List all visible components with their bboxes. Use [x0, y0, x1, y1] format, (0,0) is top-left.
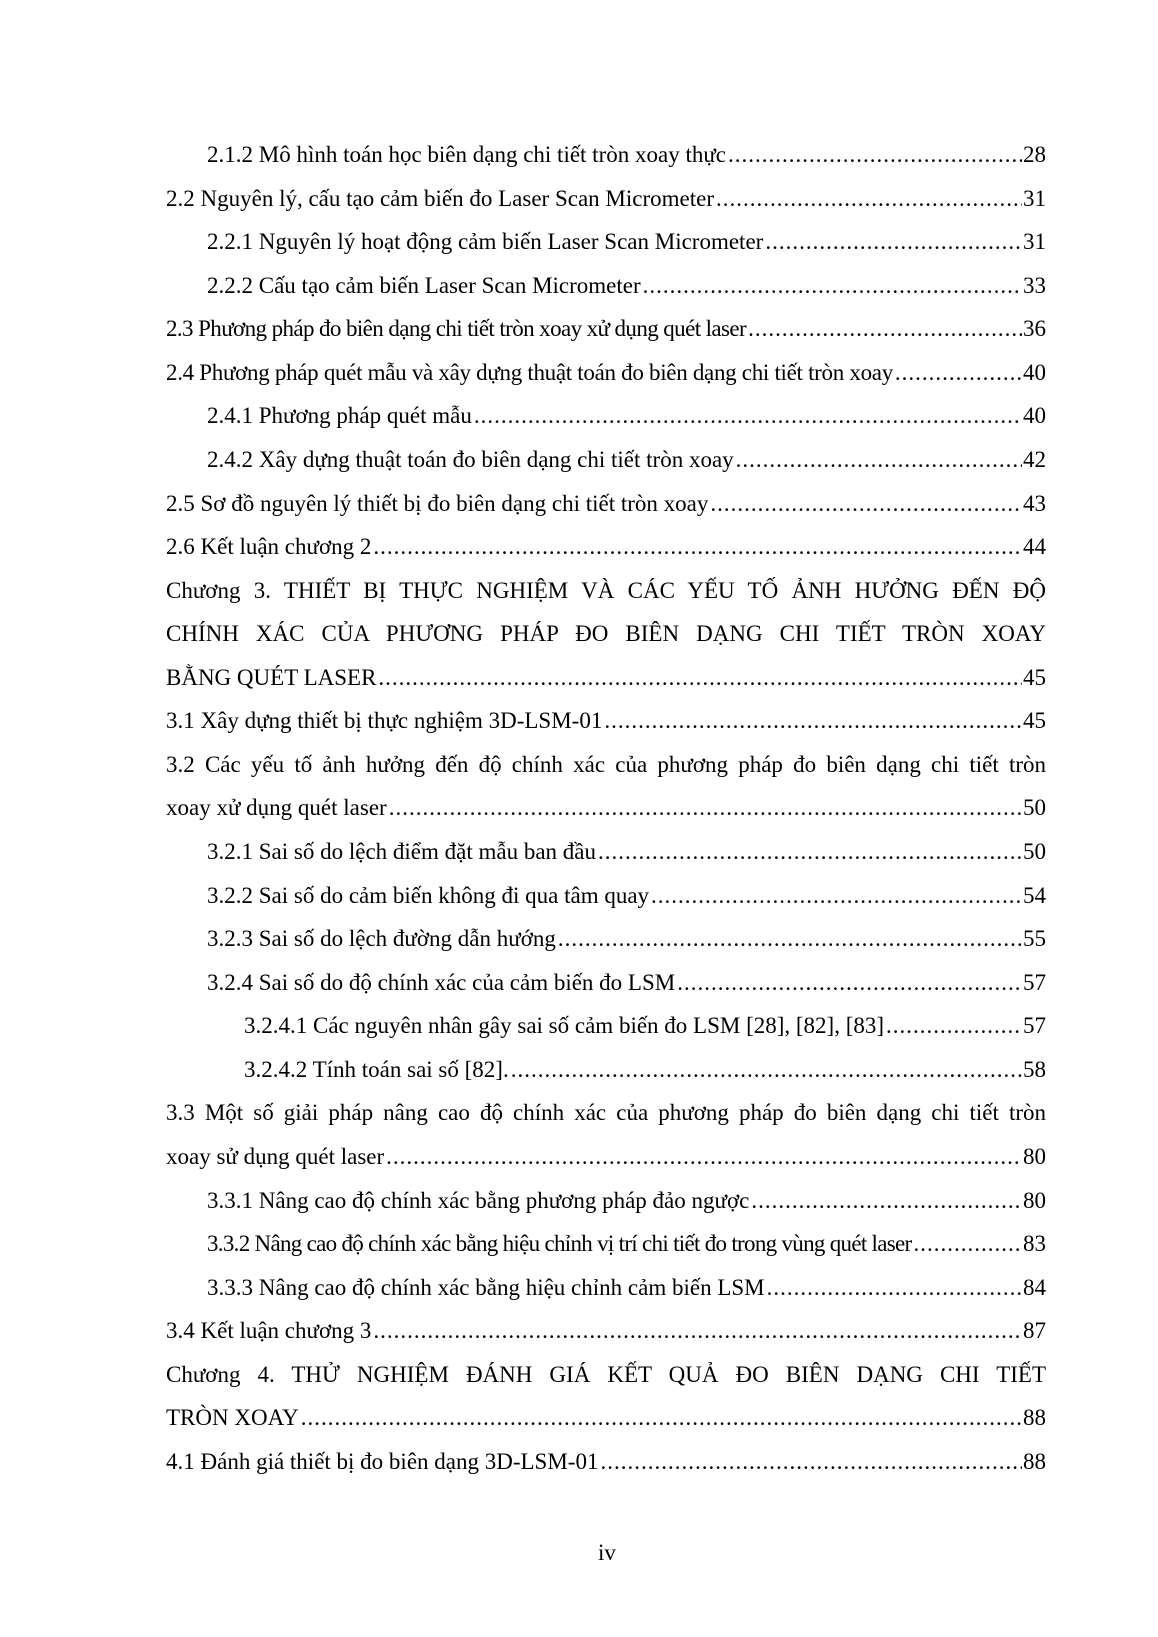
toc-section-3-3-line-2: xoay sử dụng quét laser — [166, 1143, 385, 1169]
toc-entry[interactable] — [166, 307, 1046, 351]
toc-entry-page: 58 — [1023, 1056, 1046, 1082]
toc-leader-dots — [913, 1222, 1022, 1266]
toc-leader-dots — [373, 1309, 1022, 1353]
toc-entry[interactable] — [166, 961, 1046, 1005]
toc-leader-dots — [378, 656, 1022, 700]
toc-entry-label: 2.3 Phương pháp đo biên dạng chi tiết tròn xoay xử dụng quét laser — [166, 316, 747, 342]
toc-chapter-3-line-3: BẰNG QUÉT LASER — [166, 664, 377, 690]
toc-entry[interactable] — [166, 699, 1046, 743]
toc-entry-page: 28 — [1023, 142, 1046, 167]
toc-entry-label: 3.3.1 Nâng cao độ chính xác bằng phương pháp đảo ngược — [207, 1187, 750, 1213]
toc-entry[interactable] — [166, 1222, 1046, 1266]
toc-entry[interactable] — [166, 917, 1046, 961]
toc-chapter-4[interactable] — [166, 1353, 1046, 1440]
toc-leader-dots — [386, 1135, 1022, 1179]
toc-leader-dots — [710, 482, 1022, 526]
toc-entry-page: 83 — [1023, 1231, 1046, 1257]
toc-entry[interactable] — [166, 438, 1046, 482]
toc-entry[interactable] — [166, 264, 1046, 308]
table-of-contents — [166, 133, 1046, 1483]
toc-entry[interactable] — [166, 177, 1046, 221]
toc-entry-label: 3.3.3 Nâng cao độ chính xác bằng hiệu chỉnh cảm biến LSM — [207, 1274, 765, 1300]
toc-leader-dots — [886, 1004, 1022, 1048]
toc-entry-label: 3.3.2 Nâng cao độ chính xác bằng hiệu chỉnh vị trí chi tiết đo trong vùng quét laser — [207, 1231, 912, 1257]
toc-leader-dots — [389, 786, 1022, 830]
toc-section-3-2[interactable] — [166, 743, 1046, 830]
toc-leader-dots — [748, 307, 1022, 351]
toc-entry-page: 80 — [1023, 1187, 1046, 1213]
toc-entry[interactable] — [166, 133, 1046, 177]
toc-entry-label: 2.2.1 Nguyên lý hoạt động cảm biến Laser Scan Micrometer — [207, 229, 764, 255]
toc-entry-page: 55 — [1023, 926, 1046, 952]
toc-entry-page: 80 — [1023, 1143, 1046, 1169]
toc-entry-page: 33 — [1023, 272, 1046, 298]
toc-entry[interactable] — [166, 482, 1046, 526]
toc-entry[interactable] — [166, 1004, 1046, 1048]
toc-entry-page: 40 — [1023, 403, 1046, 429]
toc-entry-page: 31 — [1023, 185, 1046, 211]
toc-entry[interactable] — [166, 1179, 1046, 1223]
toc-chapter-3-line-1: Chương 3. THIẾT BỊ THỰC NGHIỆM VÀ CÁC YẾU TỐ ẢNH HƯỞNG ĐẾN ĐỘ — [166, 577, 1046, 603]
toc-chapter-4-line-1: Chương 4. THỬ NGHIỆM ĐÁNH GIÁ KẾT QUẢ ĐO BIÊN DẠNG CHI TIẾT — [166, 1361, 1046, 1387]
toc-leader-dots — [604, 699, 1022, 743]
toc-entry-page: 54 — [1023, 882, 1046, 908]
toc-entry-label: 3.2.2 Sai số do cảm biến không đi qua tâm quay — [207, 882, 650, 908]
toc-entry-label: 3.2.4.1 Các nguyên nhân gây sai số cảm biến đo LSM [28], [82], [83] — [244, 1013, 885, 1039]
toc-leader-dots — [728, 133, 1022, 177]
toc-entry-label: 2.2 Nguyên lý, cấu tạo cảm biến đo Laser Scan Micrometer — [166, 185, 714, 211]
toc-entry[interactable] — [166, 1440, 1046, 1484]
toc-entry-page: 50 — [1023, 839, 1046, 864]
toc-entry-page: 50 — [1023, 795, 1046, 821]
toc-entry[interactable] — [166, 874, 1046, 918]
toc-entry[interactable] — [166, 351, 1046, 395]
toc-entry-label: 3.2.4.2 Tính toán sai số [82]. — [244, 1056, 509, 1082]
toc-leader-dots — [736, 438, 1022, 482]
toc-entry-page: 45 — [1023, 664, 1046, 690]
toc-entry-page: 31 — [1023, 229, 1046, 255]
toc-section-3-2-line-2: xoay xử dụng quét laser — [166, 795, 387, 821]
toc-leader-dots — [895, 351, 1022, 395]
toc-leader-dots — [651, 874, 1022, 918]
toc-leader-dots — [373, 525, 1022, 569]
toc-entry[interactable] — [166, 1266, 1046, 1310]
toc-entry-label: 2.1.2 Mô hình toán học biên dạng chi tiết tròn xoay thực — [207, 142, 727, 167]
toc-entry-label: 3.2.1 Sai số do lệch điểm đặt mẫu ban đầu — [207, 839, 597, 864]
toc-section-3-3-line-1: 3.3 Một số giải pháp nâng cao độ chính xác của phương pháp đo biên dạng chi tiết tròn — [166, 1100, 1046, 1126]
toc-entry[interactable] — [166, 1048, 1046, 1092]
toc-leader-dots — [301, 1396, 1022, 1440]
toc-entry-label: 3.2.3 Sai số do lệch đường dẫn hướng — [207, 926, 556, 952]
toc-entry-label: 2.2.2 Cấu tạo cảm biến Laser Scan Micrometer — [207, 272, 641, 298]
toc-entry-page: 87 — [1023, 1318, 1046, 1344]
toc-entry[interactable] — [166, 394, 1046, 438]
toc-entry-label: 2.5 Sơ đồ nguyên lý thiết bị đo biên dạng chi tiết tròn xoay — [166, 490, 709, 516]
toc-leader-dots — [716, 177, 1022, 221]
toc-entry-page: 57 — [1023, 969, 1046, 995]
toc-leader-dots — [511, 1048, 1022, 1092]
toc-leader-dots — [600, 1440, 1022, 1484]
toc-entry[interactable] — [166, 830, 1046, 874]
toc-leader-dots — [751, 1179, 1022, 1223]
toc-entry-page: 44 — [1023, 534, 1046, 560]
toc-entry-page: 84 — [1023, 1274, 1046, 1300]
toc-entry-page: 45 — [1023, 708, 1046, 734]
toc-leader-dots — [474, 394, 1022, 438]
toc-leader-dots — [677, 961, 1022, 1005]
toc-entry-page: 42 — [1023, 446, 1046, 472]
toc-entry-page: 40 — [1023, 359, 1046, 385]
toc-entry-page: 88 — [1023, 1448, 1046, 1474]
toc-entry-label: 2.4.2 Xây dựng thuật toán đo biên dạng chi tiết tròn xoay — [207, 446, 734, 472]
toc-chapter-4-line-2: TRÒN XOAY — [166, 1405, 299, 1431]
toc-section-3-3[interactable] — [166, 1091, 1046, 1178]
toc-entry-label: 3.4 Kết luận chương 3 — [166, 1318, 372, 1344]
toc-entry[interactable] — [166, 525, 1046, 569]
toc-entry-page: 36 — [1023, 316, 1046, 342]
toc-entry-label: 3.2.4 Sai số do độ chính xác của cảm biến đo LSM — [207, 969, 676, 995]
toc-entry-label: 3.1 Xây dựng thiết bị thực nghiệm 3D-LSM-01 — [166, 708, 603, 734]
toc-entry-page: 43 — [1023, 490, 1046, 516]
toc-chapter-3-line-2: CHÍNH XÁC CỦA PHƯƠNG PHÁP ĐO BIÊN DẠNG CHI TIẾT TRÒN XOAY — [166, 621, 1046, 647]
toc-leader-dots — [765, 220, 1022, 264]
toc-leader-dots — [598, 830, 1022, 874]
toc-entry-label: 2.4 Phương pháp quét mẫu và xây dựng thuật toán đo biên dạng chi tiết tròn xoay — [166, 359, 893, 385]
toc-entry-label: 4.1 Đánh giá thiết bị đo biên dạng 3D-LSM-01 — [166, 1448, 599, 1474]
toc-leader-dots — [558, 917, 1022, 961]
toc-leader-dots — [767, 1266, 1022, 1310]
toc-entry-label: 2.4.1 Phương pháp quét mẫu — [207, 403, 472, 429]
toc-entry-label: 2.6 Kết luận chương 2 — [166, 534, 372, 560]
toc-section-3-2-line-1: 3.2 Các yếu tố ảnh hưởng đến độ chính xác của phương pháp đo biên dạng chi tiết tròn — [166, 751, 1046, 777]
toc-entry-page: 88 — [1023, 1405, 1046, 1431]
toc-chapter-3[interactable] — [166, 569, 1046, 700]
toc-entry[interactable] — [166, 220, 1046, 264]
page-number: iv — [598, 1540, 616, 1565]
toc-entry[interactable] — [166, 1309, 1046, 1353]
toc-entry-page: 57 — [1023, 1013, 1046, 1039]
toc-leader-dots — [643, 264, 1022, 308]
